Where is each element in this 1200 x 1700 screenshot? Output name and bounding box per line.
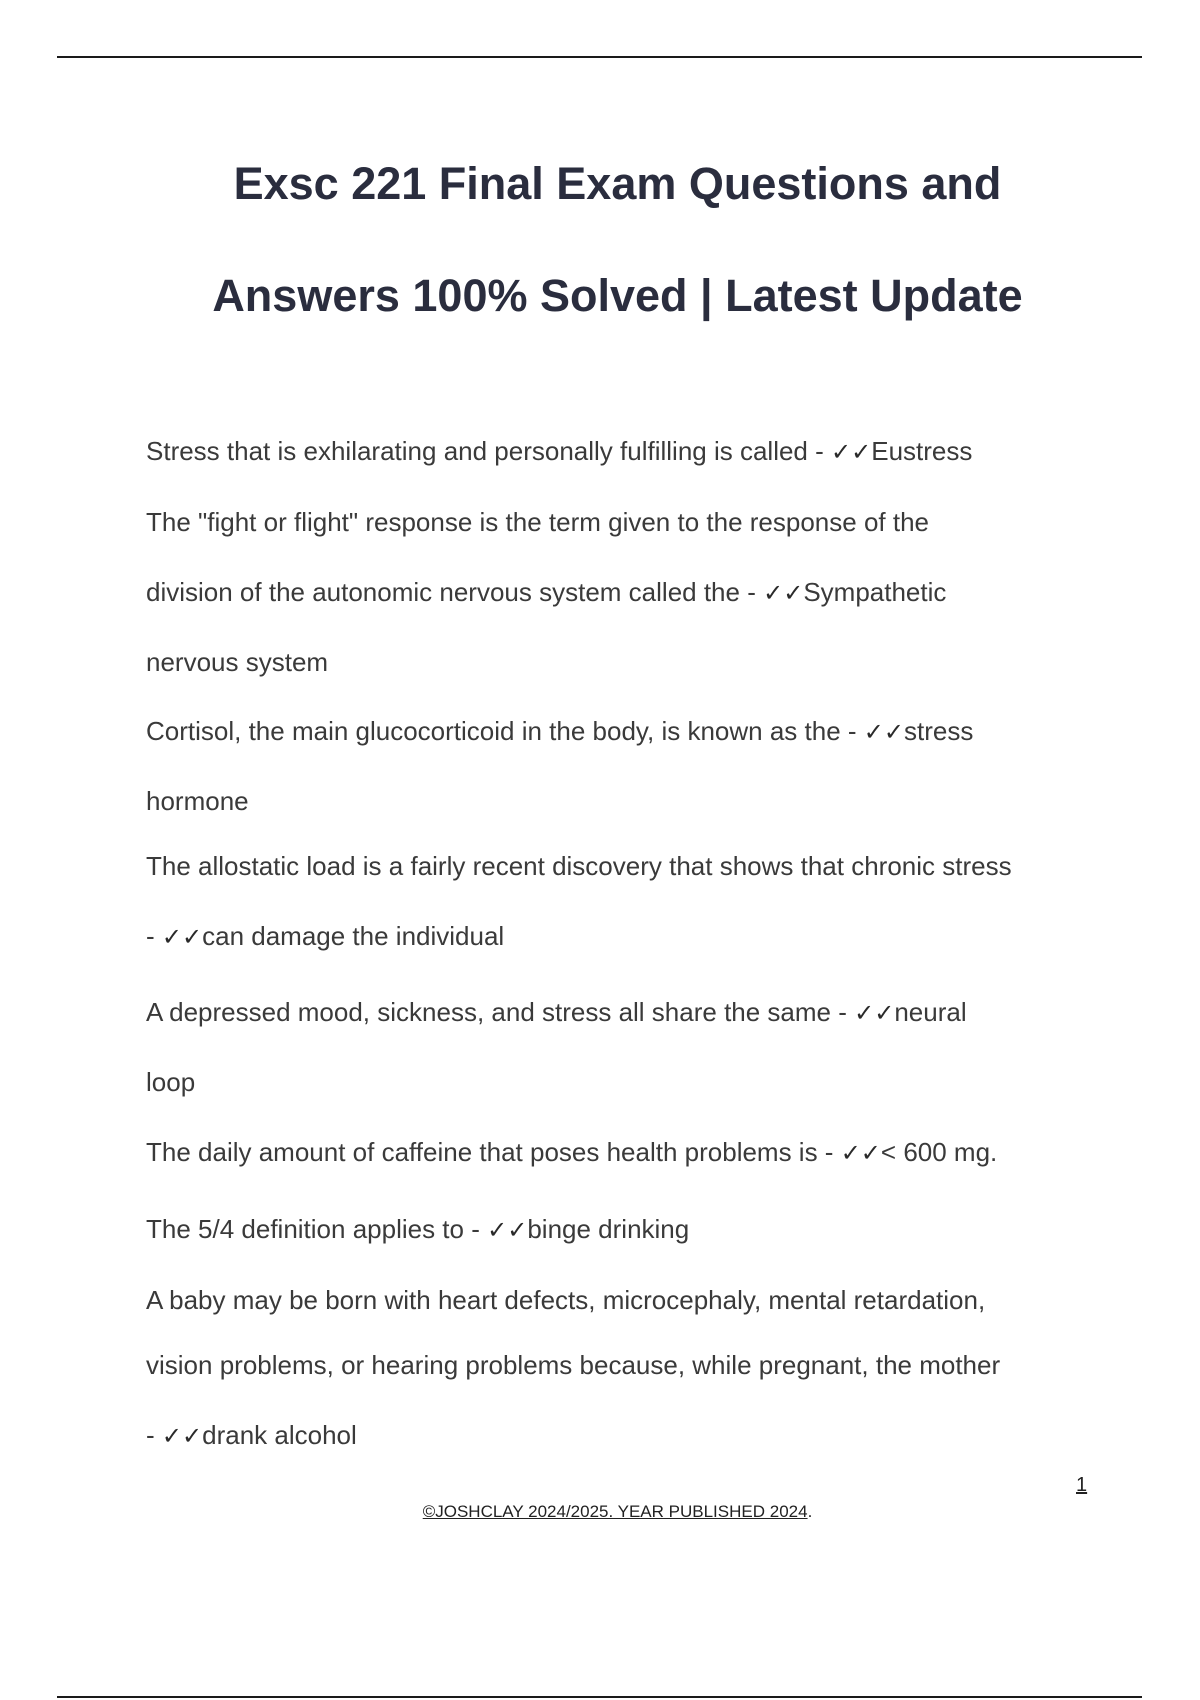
qa-item-1: [146, 436, 972, 467]
question-text: vision problems, or hearing problems because, while pregnant, the mother: [146, 1350, 1001, 1380]
double-check-icon: ✓✓: [854, 999, 895, 1027]
footer-text: ©JOSHCLAY 2024/2025. YEAR PUBLISHED 2024: [422, 1502, 808, 1521]
question-text: The "fight or flight" response is the term given to the response of the: [146, 507, 929, 537]
qa-item-4-line-1: [146, 851, 1012, 882]
qa-item-5-line-2: [146, 1067, 195, 1098]
answer-text: binge drinking: [527, 1214, 690, 1244]
page-number: 1: [1076, 1474, 1088, 1496]
qa-item-2-line-3: [146, 647, 328, 678]
answer-text: Sympathetic: [803, 577, 947, 607]
copyright-footer: [0, 1502, 1200, 1522]
top-divider: [57, 56, 1142, 58]
question-text: -: [146, 1420, 162, 1450]
answer-text: nervous system: [146, 647, 329, 677]
qa-item-2-line-1: [146, 507, 929, 538]
qa-item-3-line-2: [146, 786, 249, 817]
double-check-icon: ✓✓: [487, 1216, 528, 1244]
answer-text: hormone: [146, 786, 249, 816]
double-check-icon: ✓✓: [161, 923, 203, 951]
question-text: Cortisol, the main glucocorticoid in the body, is known as the -: [146, 716, 864, 746]
answer-text: can damage the individual: [202, 921, 505, 951]
double-check-icon: ✓✓: [863, 718, 904, 746]
double-check-icon: ✓✓: [161, 1422, 203, 1450]
title-line-2: Answers 100% Solved | Latest Update: [212, 270, 1023, 321]
answer-text: loop: [146, 1067, 196, 1097]
question-text: A baby may be born with heart defects, microcephaly, mental retardation,: [146, 1285, 986, 1315]
answer-text: stress: [903, 716, 974, 746]
double-check-icon: ✓✓: [763, 579, 804, 607]
document-title: [0, 128, 1200, 352]
qa-item-3-line-1: [146, 716, 973, 747]
qa-item-7: [146, 1214, 689, 1245]
question-text: The daily amount of caffeine that poses health problems is -: [146, 1137, 841, 1167]
answer-text: Eustress: [871, 436, 973, 466]
double-check-icon: ✓✓: [831, 438, 872, 466]
bottom-divider: [57, 1696, 1142, 1698]
question-text: -: [146, 921, 162, 951]
qa-item-5-line-1: [146, 997, 967, 1028]
qa-item-2-line-2: [146, 577, 946, 608]
question-text: The 5/4 definition applies to -: [146, 1214, 488, 1244]
footer-period: .: [807, 1502, 813, 1521]
double-check-icon: ✓✓: [840, 1139, 881, 1167]
qa-item-6: [146, 1137, 997, 1168]
qa-item-8-line-2: [146, 1350, 1000, 1381]
question-text: Stress that is exhilarating and personally fulfilling is called -: [146, 436, 832, 466]
answer-text: < 600 mg.: [880, 1137, 998, 1167]
question-text: A depressed mood, sickness, and stress all share the same -: [146, 997, 855, 1027]
qa-item-4-line-2: [146, 921, 504, 952]
title-line-1: Exsc 221 Final Exam Questions and: [233, 158, 1002, 209]
qa-item-8-line-3: [146, 1420, 357, 1451]
answer-text: neural: [894, 997, 967, 1027]
question-text: The allostatic load is a fairly recent discovery that shows that chronic stress: [146, 851, 1012, 881]
answer-text: drank alcohol: [202, 1420, 357, 1450]
question-text: division of the autonomic nervous system called the -: [146, 577, 764, 607]
qa-item-8-line-1: [146, 1285, 985, 1316]
